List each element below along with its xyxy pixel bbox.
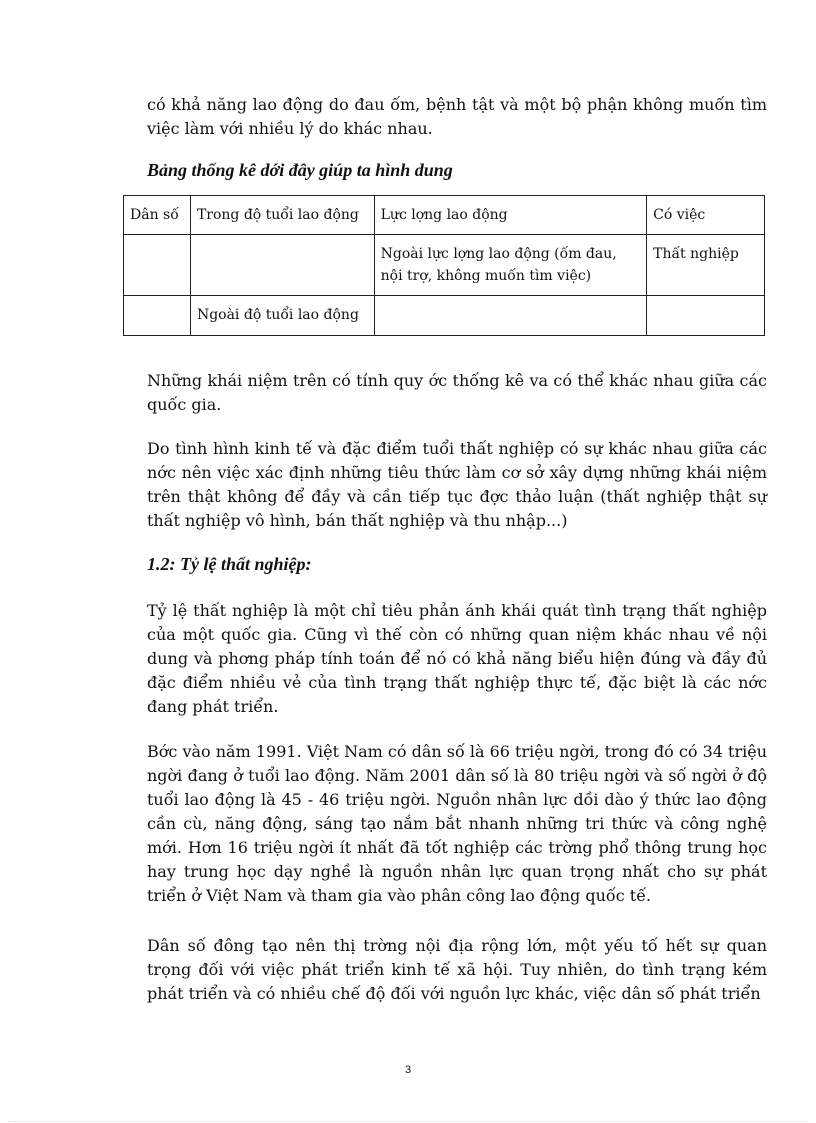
table-row — [124, 296, 765, 336]
table-caption: Bảng thống kê dới đây giúp ta hình dung — [147, 160, 453, 180]
table-cell — [374, 296, 646, 336]
table-row — [124, 196, 765, 235]
table-cell — [190, 235, 374, 296]
paragraph-vietnam-population: Bớc vào năm 1991. Việt Nam có dân số là 66 triệu ngời, trong đó có 34 triệu ngời đang ở tuổi lao động. Năm 2001 dân số là 80 triệu ngời và số ngời ở độ tuổi lao động là 45 - 46 triệu ngời. Nguồn nhân lực dồi dào ý thức lao động cần cù, năng động, sáng tạo nắm bắt nhanh những tri thức và công nghệ mới. Hơn 16 triệu ngời ít nhất đã tốt nghiệp các trờng phổ thông trung học hay trung học dạy nghề là nguồn nhân lực quan trọng nhất cho sự phát triển ở Việt Nam và tham gia vào phân công lao động quốc tế. — [147, 742, 767, 905]
table-cell — [647, 296, 765, 336]
page-number: 3 — [404, 1064, 412, 1076]
table-cell: Thất nghiệp — [647, 235, 765, 296]
table-cell: Ngoài lực lợng lao động (ốm đau, nội trợ, không muốn tìm việc) — [374, 235, 646, 296]
statistics-table — [123, 195, 765, 336]
table-row — [124, 235, 765, 296]
section-heading: 1.2: Tỷ lệ thất nghiệp: — [147, 554, 312, 574]
paragraph-domestic-market: Dân số đông tạo nên thị trờng nội địa rộng lớn, một yếu tố hết sự quan trọng đối với việc phát triển kinh tế xã hội. Tuy nhiên, do tình trạng kém phát triển và có nhiều chế độ đối với nguồn lực khác, việc dân số phát triển — [147, 936, 767, 1003]
table-cell: Dân số — [124, 196, 191, 235]
table-cell: Trong độ tuổi lao động — [190, 196, 374, 235]
paragraph-unemployment-rate: Tỷ lệ thất nghiệp là một chỉ tiêu phản ánh khái quát tình trạng thất nghiệp của một quốc gia. Cũng vì thế còn có những quan niệm khác nhau về nội dung và phơng pháp tính toán để nó có khả năng biểu hiện đúng và đầy đủ đặc điểm nhiều vẻ của tình trạng thất nghiệp thực tế, đặc biệt là các nớc đang phát triển. — [147, 601, 767, 716]
table-cell: Lực lợng lao động — [374, 196, 646, 235]
paragraph-intro: có khả năng lao động do đau ốm, bệnh tật và một bộ phận không muốn tìm việc làm với nhiều lý do khác nhau. — [147, 95, 767, 138]
page-divider — [8, 1121, 808, 1122]
table-cell: Ngoài độ tuổi lao động — [190, 296, 374, 336]
table-cell — [124, 296, 191, 336]
table-cell — [124, 235, 191, 296]
table-cell: Có việc — [647, 196, 765, 235]
paragraph-concepts: Những khái niệm trên có tính quy ớc thống kê va có thể khác nhau giữa các quốc gia. — [147, 371, 767, 414]
paragraph-economic-situation: Do tình hình kinh tế và đặc điểm tuổi thất nghiệp có sự khác nhau giữa các nớc nên việc xác định những tiêu thức làm cơ sở xây dựng những khái niệm trên thật không để đầy và cần tiếp tục đợc thảo luận (thất nghiệp thật sự thất nghiệp vô hình, bán thất nghiệp và thu nhập...) — [147, 439, 767, 530]
